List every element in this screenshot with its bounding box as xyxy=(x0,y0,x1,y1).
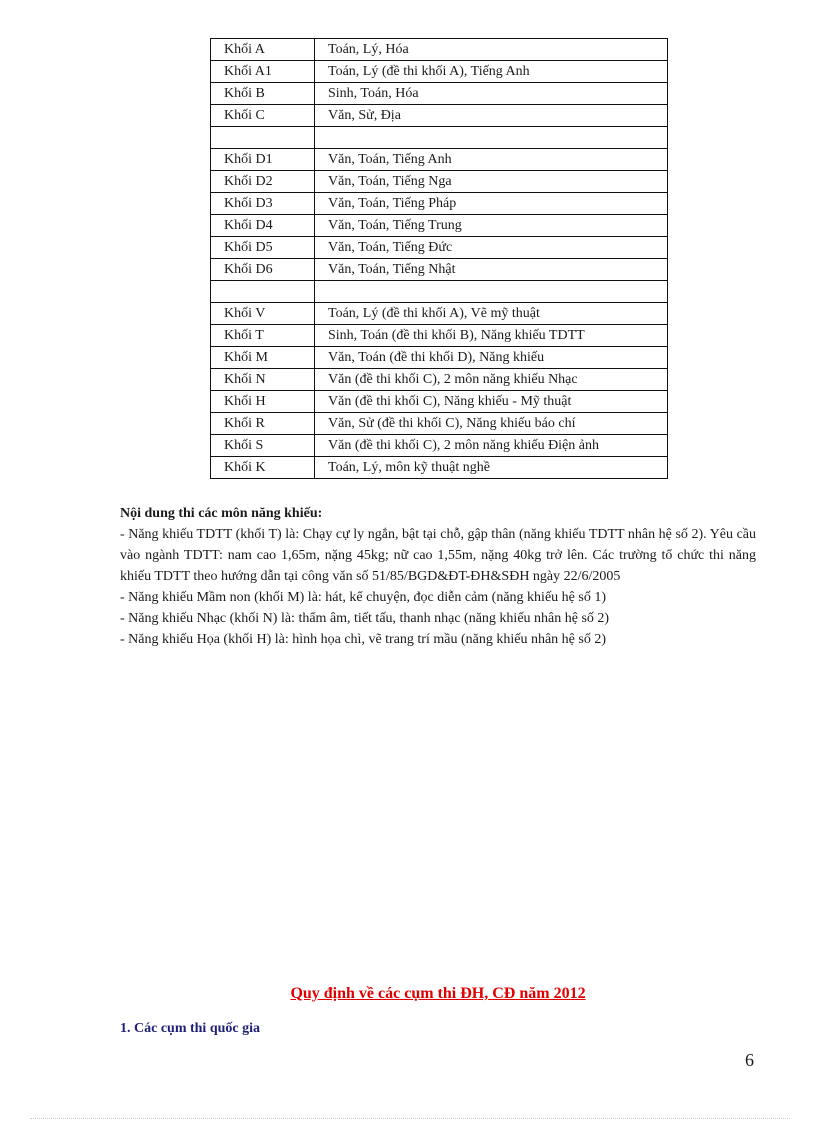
table-row xyxy=(211,215,668,237)
block-name-cell: Khối D1 xyxy=(211,149,315,171)
block-name-cell: Khối R xyxy=(211,413,315,435)
national-clusters-subheading: 1. Các cụm thi quốc gia xyxy=(120,1021,260,1036)
table-row xyxy=(211,391,668,413)
block-name-cell: Khối V xyxy=(211,303,315,325)
table-row xyxy=(211,303,668,325)
block-name-cell: Khối D4 xyxy=(211,215,315,237)
table-row xyxy=(211,105,668,127)
block-subjects-cell: Toán, Lý (đề thi khối A), Vẽ mỹ thuật xyxy=(315,303,668,325)
block-name-cell xyxy=(211,127,315,149)
block-name-cell: Khối M xyxy=(211,347,315,369)
block-name-cell: Khối D3 xyxy=(211,193,315,215)
block-name-cell: Khối A xyxy=(211,39,315,61)
block-subjects-cell xyxy=(315,281,668,303)
block-name-cell: Khối D6 xyxy=(211,259,315,281)
block-name-cell: Khối H xyxy=(211,391,315,413)
block-subjects-cell: Toán, Lý, môn kỹ thuật nghề xyxy=(315,457,668,479)
talent-paragraph-nhac: - Năng khiếu Nhạc (khối N) là: thẩm âm, tiết tấu, thanh nhạc (năng khiếu nhân hệ số 2) xyxy=(120,611,610,626)
table-row xyxy=(211,413,668,435)
block-subjects-cell xyxy=(315,127,668,149)
block-name-cell: Khối B xyxy=(211,83,315,105)
footer-divider xyxy=(30,1118,790,1119)
block-subjects-cell: Văn, Toán, Tiếng Pháp xyxy=(315,193,668,215)
talent-paragraph-hoa: - Năng khiếu Họa (khối H) là: hình họa chì, vẽ trang trí mầu (năng khiếu nhân hệ số 2) xyxy=(120,632,606,647)
table-row xyxy=(211,259,668,281)
block-subjects-cell: Văn (đề thi khối C), 2 môn năng khiếu Điện ảnh xyxy=(315,435,668,457)
block-name-cell: Khối T xyxy=(211,325,315,347)
table-row xyxy=(211,281,668,303)
table-row xyxy=(211,39,668,61)
page-number: 6 xyxy=(745,1050,754,1070)
block-name-cell: Khối C xyxy=(211,105,315,127)
block-subjects-cell: Sinh, Toán, Hóa xyxy=(315,83,668,105)
block-subjects-cell: Văn, Sử, Địa xyxy=(315,105,668,127)
talent-heading: Nội dung thi các môn năng khiếu: xyxy=(120,506,323,521)
block-name-cell: Khối D2 xyxy=(211,171,315,193)
block-subjects-cell: Văn, Toán, Tiếng Đức xyxy=(315,237,668,259)
block-name-cell: Khối K xyxy=(211,457,315,479)
block-subjects-cell: Văn, Toán, Tiếng Nhật xyxy=(315,259,668,281)
block-subjects-cell: Toán, Lý, Hóa xyxy=(315,39,668,61)
talent-exam-section xyxy=(120,503,756,650)
table-row xyxy=(211,83,668,105)
exam-blocks-table-body xyxy=(211,39,668,479)
block-subjects-cell: Sinh, Toán (đề thi khối B), Năng khiếu TDTT xyxy=(315,325,668,347)
table-row xyxy=(211,457,668,479)
block-subjects-cell: Văn, Toán, Tiếng Trung xyxy=(315,215,668,237)
table-row xyxy=(211,61,668,83)
table-row xyxy=(211,369,668,391)
block-name-cell xyxy=(211,281,315,303)
block-subjects-cell: Văn (đề thi khối C), Năng khiếu - Mỹ thuật xyxy=(315,391,668,413)
block-name-cell: Khối N xyxy=(211,369,315,391)
block-subjects-cell: Văn, Toán, Tiếng Nga xyxy=(315,171,668,193)
block-name-cell: Khối A1 xyxy=(211,61,315,83)
block-subjects-cell: Văn (đề thi khối C), 2 môn năng khiếu Nhạc xyxy=(315,369,668,391)
exam-blocks-table xyxy=(210,38,668,479)
table-row xyxy=(211,149,668,171)
table-row xyxy=(211,127,668,149)
block-subjects-cell: Văn, Toán (đề thi khối D), Năng khiếu xyxy=(315,347,668,369)
table-row xyxy=(211,193,668,215)
block-subjects-cell: Văn, Toán, Tiếng Anh xyxy=(315,149,668,171)
table-row xyxy=(211,171,668,193)
table-row xyxy=(211,347,668,369)
section-title: Quy định về các cụm thi ĐH, CĐ năm 2012 xyxy=(290,985,586,1002)
talent-paragraph-mam-non: - Năng khiếu Mầm non (khối M) là: hát, kể chuyện, đọc diễn cảm (năng khiếu hệ số 1) xyxy=(120,590,606,605)
block-name-cell: Khối D5 xyxy=(211,237,315,259)
block-subjects-cell: Văn, Sử (đề thi khối C), Năng khiếu báo chí xyxy=(315,413,668,435)
table-row xyxy=(211,237,668,259)
block-subjects-cell: Toán, Lý (đề thi khối A), Tiếng Anh xyxy=(315,61,668,83)
block-name-cell: Khối S xyxy=(211,435,315,457)
talent-paragraph-tdtt: - Năng khiếu TDTT (khối T) là: Chạy cự ly ngắn, bật tại chỗ, gập thân (năng khiếu TDTT nhân hệ số 2). Yêu cầu vào ngành TDTT: nam cao 1,65m, nặng 45kg; nữ cao 1,55m, nặng 40kg trở lên. Các trường tổ chức thi năng khiếu TDTT theo hướng dẫn tại công văn số 51/85/BGD&ĐT-ĐH&SĐH ngày 22/6/2005 xyxy=(120,527,756,584)
table-row xyxy=(211,435,668,457)
table-row xyxy=(211,325,668,347)
